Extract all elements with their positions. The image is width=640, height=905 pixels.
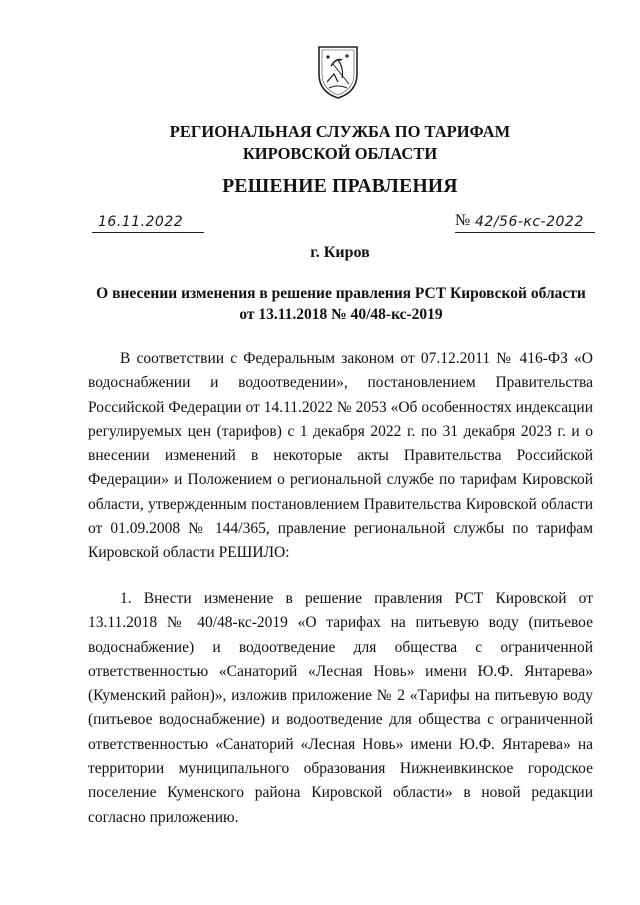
decision-number: 42/56-кс-2022: [475, 214, 584, 230]
body-paragraph-1: В соответствии с Федеральным законом от 07.12.2011 № 416-ФЗ «О водоснабжении и водоотведении», постановлением Правительства Российской Федерации от 14.11.2022 № 2053 «Об особенностях индексации регулируемых цен (тарифов) с 1 декабря 2022 г. по 31 декабря 2023 г. и о внесении изменений в некоторые акты Правительства Российской Федерации» и Положением о региональной службе по тарифам Кировской области, утвержденным постановлением Правительства Кировской области от 01.09.2008 № 144/365, правление региональной службы по тарифам Кировской области РЕШИЛО:: [88, 350, 593, 562]
org-name-line2: КИРОВСКОЙ ОБЛАСТИ: [242, 144, 438, 163]
number-sign: №: [455, 212, 471, 229]
body-paragraph-2: 1. Внести изменение в решение правления РСТ Кировской от 13.11.2018 № 40/48-кс-2019 «О тарифах на питьевую воду (питьевое водоснабжение) и водоотведение для общества с ограниченной ответственностью «Санаторий «Лесная Новь» имени Ю.Ф. Янтарева» (Куменский район)», изложив приложение № 2 «Тарифы на питьевую воду (питьевое водоснабжение) и водоотведение для общества с ограниченной ответственностью «Санаторий «Лесная Новь» имени Ю.Ф. Янтарева» на территории муниципального образования Нижнеивкинское городское поселение Куменского района Кировской области» в новой редакции согласно приложению.: [88, 590, 593, 826]
city-name: г. Киров: [310, 244, 370, 261]
decision-number-field: [455, 210, 595, 233]
document-type-title: РЕШЕНИЕ ПРАВЛЕНИЯ: [222, 176, 458, 197]
decision-date: 16.11.2022: [98, 214, 184, 230]
kirov-coat-of-arms-icon: [316, 44, 360, 100]
decision-subject: О внесении изменения в решение правления РСТ Кировской области от 13.11.2018 № 40/48-кс-2019: [96, 285, 586, 323]
decision-date-field: [92, 210, 204, 233]
org-name-line1: РЕГИОНАЛЬНАЯ СЛУЖБА ПО ТАРИФАМ: [169, 122, 511, 141]
